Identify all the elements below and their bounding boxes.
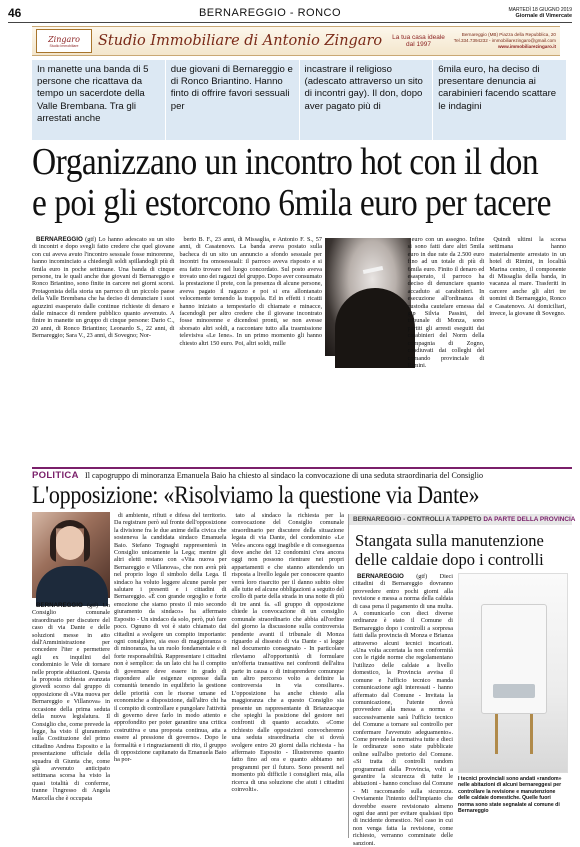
article-column xyxy=(114,512,227,838)
politics-kicker xyxy=(32,467,572,481)
side-kicker xyxy=(349,514,576,525)
politics-headline: L'opposizione: «Risolviamo la questione via Dante» xyxy=(32,482,480,509)
agency-slogan xyxy=(392,34,445,49)
agency-contacts xyxy=(454,32,556,50)
page-number: 46 xyxy=(8,6,22,20)
logo-subtitle: Studio Immobiliare xyxy=(49,43,79,48)
issue-date: MARTEDÌ 18 GIUGNO 2019 xyxy=(508,7,572,13)
boiler-article-box xyxy=(348,514,576,847)
newspaper-name: Giornale di Vimercate xyxy=(515,13,572,19)
agency-name: Studio Immobiliare di Antonio Zingaro xyxy=(98,33,383,49)
side-headline: Stangata sulla manutenzione delle caldaie dopo i controlli xyxy=(355,531,544,569)
header-rule xyxy=(8,22,572,23)
column-text: euro con un assegno. Infine si sono fatti dare altri 5mila euro in due rate da 2.500 euro fino ad un totale di più di 6mila euro. Finito il denaro ed esasperato, il parroco ha deciso di denunciare quanto accaduto ai carabinieri. In esecuzione all'ordinanza di custodia cautelare emessa dal gip Silvia Passini, del tribunale di Monza, sono partiti gli arresti eseguiti dai carabinieri del Norm della compagnia di Zogno, coadiuvati dai colleghi del comando provinciale di Rimini. xyxy=(407,236,485,369)
section-title: BERNAREGGIO - RONCO xyxy=(198,7,342,19)
summary-column: In manette una banda di 5 persone che ricattava da tempo un sacerdote della Valle Brembana. Tra gli arrestati anche xyxy=(37,64,149,124)
side-kicker-accent: DA PARTE DELLA PROVINCIA xyxy=(483,516,576,523)
side-article-body xyxy=(349,573,572,847)
boiler-panel xyxy=(493,684,535,698)
dateline-author: (gtf) xyxy=(85,236,97,243)
date-line xyxy=(472,7,572,19)
headline-line-2: e poi gli estorcono 6mila euro per tacere xyxy=(32,182,551,224)
article-column xyxy=(489,236,566,462)
dateline-place: BERNAREGGIO xyxy=(357,573,404,580)
agency-website-link[interactable]: www.immobiliarezingaro.it xyxy=(497,44,556,49)
agency-address: Bernareggio (MB) Piazza della Repubblica, 20 xyxy=(461,32,556,37)
agency-phone: Tel.334.7394232 - immobiliarezingaro@gmail.com xyxy=(453,38,556,43)
slogan-line-1: La tua casa ideale xyxy=(392,33,445,41)
article-column xyxy=(32,602,110,838)
main-article-body xyxy=(32,236,322,462)
summary-column: 6mila euro, ha deciso di presentare denuncia ai carabinieri facendo scattare le indagini xyxy=(432,60,566,140)
column-text: berto B. F., 23 anni, di Missaglia, e Antonio F. S., 57 anni, di Casatenovo. La banda aveva postato sulla bacheca di un sito un annuncio a sfondo sessuale per incontri fra omosessuali: il parroco aveva risposto e si era fatto trovare nel luogo concordato. Sul posto aveva trovato uno dei ragazzi del gruppo. Dopo aver consumato la prestazione il prete, con la presenza di alcune persone, aveva pagato il ragazzo e poi si era allontanato velocemente temendo la trappola. Ed in effetti i ricatti hanno iniziato a tempestarlo di chiamate e minacce, facendogli per altro credere che il giovane incontrato fosse minorenne e dicendosi pronti, se non avesse sborsato altri soldi, a raccontare tutto alla trasmissione televisiva «Le Iene». In un primo momento gli hanno chiesto altri 150 euro. Poi, altri soldi, mille xyxy=(179,236,322,347)
politics-article-body xyxy=(114,512,344,838)
slogan-line-2: dal 1997 xyxy=(406,41,431,48)
article-column xyxy=(326,358,403,462)
main-headline xyxy=(32,141,551,224)
agency-logo xyxy=(36,29,92,53)
column-text: Quindi ultimi la scorsa settimana hanno materialmente arrestato in un hotel di Rimini, in località Marina centro, il componente di Missaglia della banda, in vacanza al mare. Trasferiti in carcere anche gli altri tre uomini di Bernareggio, Ronco e Casatenovo. Ai domiciliari, invece, la giovane di Sovegno. xyxy=(489,236,567,318)
summary-column: due giovani di Bernareggio e di Ronco Briantino. Hanno finto di offrire favori sessuali per xyxy=(165,60,299,140)
article-column xyxy=(408,236,485,462)
column-text: Dieci cittadini di Bernareggio dovranno provvedere entro pochi giorni alla revisione e messa a norma della caldaia di casa pena il pagamento di una multa. A comunicarlo con dieci diverse ordinanze è stato il Comune di Bernareggio dopo i controlli a sorpresa fatti dalla provincia di Monza e Brianza attraverso alcuni tecnici incaricati. «Una volta accertata la non conformità con le rigide norme che regolamentano l'utilizzo delle caldaie a livello domestico, la Provincia avvisa il comune e l'ufficio tecnico manda comunicazione agli interessati - hanno affermato dal Comune - Invitata la comunicazione, l'utente dovrà provvedere alla messa a norma e successivamente sarà l'ufficio tecnico del Comune a tornare sul controllo per confermare l'avvenuto adeguamento». Come prevede la normativa tutte e dieci le ordinanze sono state pubblicate online sull'albo pretorio del Comune. «Si tratta di controlli random programmati dalla Provincia, volti a garantire la sicurezza di tutte le abitazioni - hanno concluso dal Comune - Mi raccomando sulla sicurezza. Ovviamente l'intento dell'impianto che dovrebbe essere revisionato almeno ogni due anni per evitare qualsiasi tipo di incidente domestico. Nel caso in cui non venga fatta la revisione, come richiesto, verranno comminate delle sanzioni. xyxy=(353,573,454,847)
boiler-photo xyxy=(458,573,568,773)
boiler-pipes xyxy=(495,714,533,754)
photo-shoulders xyxy=(36,566,108,606)
kicker-text: Il capogruppo di minoranza Emanuela Baio ha chiesto al sindaco la convocazione di una seduta straordinaria del Consiglio xyxy=(84,470,483,480)
article-column xyxy=(180,236,323,462)
section-tag: POLITICA xyxy=(32,469,79,481)
dateline-place: BERNAREGGIO xyxy=(36,236,83,243)
column-text: tato al sindaco la richiesta per la convocazione del Consiglio comunale straordinario per discutere della situazione legata di via Dante, del condominio «Le Vele» ancora oggi inagibile e di conseguenza dove anche dei 12 condomini c'era ancora oggi non possono rientrare nei propri appartamenti e che stanno attendendo un risposta a livello legale per conoscere quanto verrà loro risarcito per il danno subito oltre alle tutte ed alcune obbligazioni a seguito del crollo di parte della strada in una notte di più di tre anni fa. «Il gruppo di opposizione chiede la convocazione di un consiglio comunale straordinario che abbia all'ordine del giorno la discussione sulla controversia pendente avanti il tribunale di Monza riguardo al dissesto di via Dante - si legge nel documento consegnato - In particolare rileviamo all'opportunità di formulare un'offerta transattiva nei confronti dell'altra parte in causa o di intraprendere comunque un altro percorso volto a definire la controversia in via consiliare». L'opposizione ha anche chiesto alla maggioranza che a questo Consiglio sia presente un rappresentante di Brianzacque che spieghi la posizione del gestore nei confronti di quanto accaduto. «Come richiesto dalle opposizioni convocheremo una seduta straordinaria che si dovrà svolgere entro 20 giorni dalla richiesta - ha affermato Esposito - Illustreremo quanto fatto fino ad ora e quanto abbiamo nei programmi per il futuro. Sono presenti nel momento più difficile i consiglieri mia, alla ricerca di una soluzione che aiuti i cittadini coinvolti». xyxy=(231,512,344,794)
article-column xyxy=(353,573,454,847)
summary-column: incastrare il religioso (adescato attraverso un sito di incontri gay). Il don, dopo aver pagato più di xyxy=(299,60,433,140)
column-text: Lo hanno adescato su un sito di incontri e dopo svegli fatto credere che quel giovane con cui aveva avuto l'incontro sessuale fosse minorenne, hanno incominciato a chiedergli soldi spillandogli più di 6mila euro in poche settimane. Una banda di cinque persone, tra le quali anche due giovani di Bernareggio e Ronco Briantino, sono finite in carcere nei giorni scorsi. Protagonista della storia un parroco di un piccolo paese della Valle Brembana che ha deciso di denunciare i suoi aguzzini esasperato dalle continue richieste di denaro e dalle minacce di rendere pubblico quanto avvenuto. A finire in manette un gruppo di cinque persone: Dario C., 20 anni, di Ronco Briantino; Leonardo S., 22 anni, di Bernareggio; Sara V., 23 anni, di Sovegno; Nor- xyxy=(32,236,175,340)
article-summary-box xyxy=(32,60,566,140)
boiler-figure xyxy=(458,573,568,823)
article-column xyxy=(232,512,345,838)
article-column xyxy=(32,236,175,462)
headline-line-1: Organizzano un incontro hot con il don xyxy=(32,141,539,183)
politician-photo xyxy=(32,512,110,598)
side-kicker-prefix: BERNAREGGIO - CONTROLLI A TAPPETO xyxy=(353,516,482,523)
dateline-author: (gtf) xyxy=(87,602,99,609)
dateline-author: (gtf) xyxy=(416,573,428,580)
advertisement-banner[interactable] xyxy=(32,26,560,56)
column-text: Un Consiglio comunale straordinario per discutere del caso di via Dante e delle soluzioni messe in atto dall'Amministrazione per concedere l'iter e permettere agli ex inquilini del condominio le Vele di tornare nelle proprie abitazioni. Questa la proposta richiesta avanzata giovedì scorso dal gruppo di opposizione di «Vita nuova per Bernareggio e Villanova» in occasione della prima seduta della nuova legislatura. Il Consiglio che, come prevede la legge, ha visto il giuramento sulla Costituzione del primo cittadino Andrea Esposito e la presentazione ufficiale della squadra di Giunta che, come già avvenuto anticipato settimana scorsa ha visto la quasi totalità di conferme, tranne l'ingresso di Angela Marcella che è occupata xyxy=(32,602,111,802)
column-text: di ambiente, rifiuti e difesa del territorio. Da registrare però sul fronte dell'opposizione la divisione fra le due anime della civica che sosteneva la candidata sindaco Emanuela Baio. Stefano Tognaghi rappresenterà in Consiglio unicamente la Lega; mentre gli altri eletti restano con «Vita nuova per Bernareggio e Villanova», che non avrà più nel proprio logo il simbolo della Lega. Il sindaco ha voluto leggere alcune parole per salutare i presenti e i cittadini di Bernareggio. «È con grande orgoglio e forte emozione che siamo presto il mio secondo giuramento da sindaco» ha affermato Esposito - Un sindaco da solo, però, può fare poco. Ognuno di voi è stato chiamato dai cittadini a svolgere un compito importante: ogni consigliere, sia esso di maggioranza o di minoranza, ha un ruolo fondamentale e di forte responsabilità. Rappresentare i cittadini non è semplice: da un lato chi ha il compito di governare deve essere in grado di rispondere alle esigenze espresse dalla comunità tenendo in equilibrio la gestione delle priorità con le risorse umane ed economiche a disposizione, dall'altro chi ha il compito di controllare e pungolare l'attività di governo deve farlo in modo attento e approfondito per poter garantire una critica costruttiva e una proposta continua, atta a essere al pressione di governo». Dopo le formalità e i ringraziamenti di rito, il gruppo di opposizione capitanato da Emanuela Baio ha por- xyxy=(114,512,227,764)
logo-script: Zingaro xyxy=(48,34,80,44)
photo-face xyxy=(56,526,84,560)
dateline-place: BERNAREGGIO xyxy=(36,602,83,609)
main-article-body-right xyxy=(326,236,566,462)
photo-caption: I tecnici provinciali sono andati «random» nelle abitazioni di alcuni bernareggesi per controllare la revisione e manutenzione delle caldaie domestiche. Quelle fuori norma sono state segnalate al comune di Bernareggio xyxy=(458,776,562,815)
page-header xyxy=(8,6,572,20)
